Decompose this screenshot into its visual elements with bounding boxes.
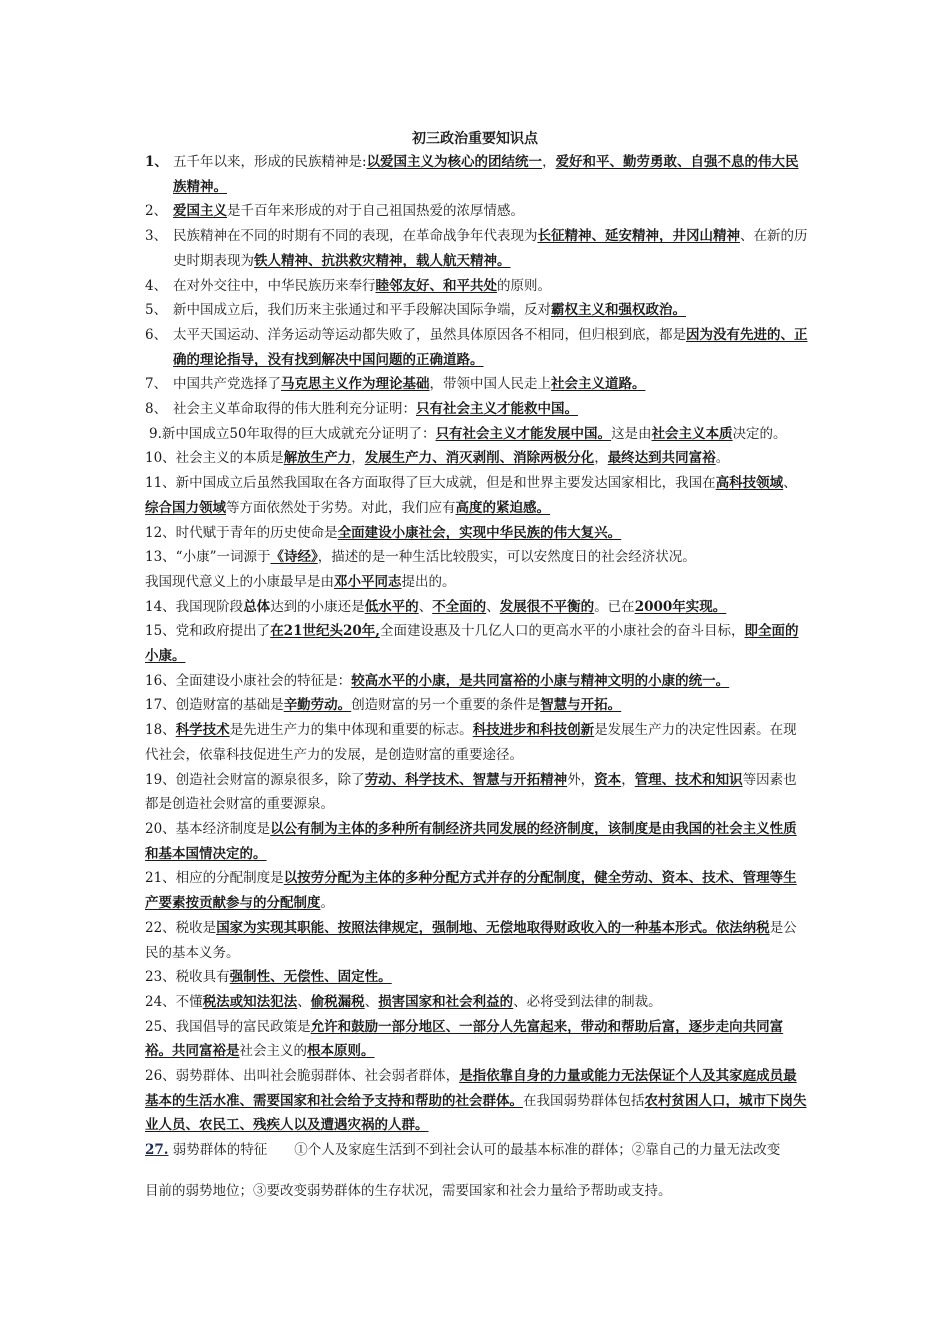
- knowledge-item: [145, 224, 810, 273]
- key-phrase: 社会主义道路。: [551, 376, 646, 393]
- key-phrase: 爱好和平、勤劳勇敢、自强不息的伟大民族精神。: [173, 154, 799, 195]
- key-phrase: 《诗经》: [270, 549, 318, 566]
- body-text: ，: [351, 450, 365, 467]
- key-phrase: 因为没有先进的、正确的理论指导，没有找到解决中国问题的正确道路。: [173, 326, 808, 368]
- key-phrase: 霸权主义和强权政治。: [551, 302, 686, 319]
- key-phrase: 以按劳分配为主体的多种分配方式并存的分配制度，健全劳动、资本、技术、管理等生产要素按贡献参与的分配制度: [145, 870, 797, 912]
- key-phrase: 较高水平的小康，是共同富裕的小康与精神文明的小康的统一。: [351, 672, 730, 689]
- key-phrase: 以公有制为主体的多种所有制经济共同发展的经济制度，该制度是由我国的社会主义性质和基本国情决定的。: [145, 820, 797, 862]
- item-number: 1、: [145, 154, 168, 170]
- item-number: 27.: [145, 1142, 169, 1159]
- body-text: ，: [542, 154, 556, 170]
- body-text: 等方面依然处于劣势。对此，我们应有: [226, 499, 456, 516]
- item-number: 7、: [145, 376, 168, 393]
- key-phrase: 发展生产力、消灭剥削、消除两极分化: [364, 450, 595, 467]
- key-phrase: 在21世纪头20年,: [270, 623, 380, 640]
- key-phrase: 劳动、科学技术、智慧与开拓精神: [364, 771, 568, 788]
- knowledge-item: [145, 323, 810, 372]
- body-text: 17、创造财富的基础是: [145, 697, 284, 714]
- key-phrase: 社会主义本质: [651, 425, 733, 442]
- key-phrase: 依法纳税: [715, 919, 770, 936]
- key-phrase: 科学技术: [175, 722, 230, 739]
- body-text: 我国现代意义上的小康最早是由: [145, 573, 334, 590]
- knowledge-item: [145, 768, 810, 817]
- knowledge-item: [145, 199, 810, 224]
- key-phrase: 农村贫困人口，城市下岗失业人员、农民工、残疾人以及遭遇灾祸的人群。: [145, 1092, 807, 1134]
- body-text: 全面建设惠及十几亿人口的更高水平的小康社会的奋斗目标，: [379, 623, 745, 640]
- body-text: 25、我国倡导的富民政策是: [145, 1018, 311, 1035]
- key-phrase: 管理、技术和知识: [634, 771, 743, 788]
- key-phrase: 长征精神、延安精神，井冈山精神: [537, 228, 740, 245]
- body-text: 、在新的历史时期表现为: [173, 228, 808, 269]
- body-text: 、: [364, 993, 379, 1010]
- body-text: 在我国弱势群体包括: [523, 1092, 645, 1109]
- key-phrase: 解放生产力: [283, 450, 352, 467]
- knowledge-item: [145, 669, 810, 694]
- body-text: 18、: [145, 722, 176, 739]
- body-text: 五千年以来，形成的民族精神是:: [173, 154, 367, 170]
- body-text: 民族精神在不同的时期有不同的表现，在革命战争年代表现为: [173, 228, 538, 245]
- body-text: ，描述的是一种生活比较殷实，可以安然度日的社会经济状况。: [317, 549, 696, 566]
- knowledge-item: [145, 916, 810, 965]
- key-phrase: 即全面的小康。: [145, 623, 799, 665]
- body-text: 9.新中国成立50年取得的巨大成就充分证明了：: [149, 425, 436, 442]
- knowledge-item: [145, 397, 810, 422]
- item-number: 5、: [145, 302, 168, 319]
- key-phrase: 智慧与开拓。: [540, 697, 622, 714]
- body-text: 太平天国运动、洋务运动等运动都失败了，虽然具体原因各不相同，但归根到底，都是: [173, 326, 686, 343]
- body-text: 新中国成立后，我们历来主张通过和平手段解决国际争端，反对: [173, 302, 551, 319]
- knowledge-item: [145, 150, 810, 199]
- item-text: [173, 372, 810, 397]
- knowledge-item: [145, 619, 810, 668]
- knowledge-item: [145, 471, 810, 520]
- key-phrase: 是指依靠自身的力量或能力无法保证个人及其家庭成员最基本的生活水准、需要国家和社会给予支持和帮助的社会群体。: [145, 1068, 797, 1109]
- body-text: 创造财富的另一个重要的条件是: [351, 697, 541, 714]
- item-text: [173, 397, 810, 422]
- key-phrase: 国家为实现其职能、按照法律规定，强制地、无偿地取得财政收入的一种基本形式。: [216, 919, 716, 936]
- key-phrase: 根本原则。: [307, 1043, 375, 1060]
- body-text: 、: [783, 475, 797, 492]
- knowledge-item: [145, 693, 810, 718]
- body-text: 达到的小康还是: [270, 598, 365, 615]
- body-text: ，带领中国人民走上: [429, 376, 551, 393]
- bold-text: 总体: [243, 598, 271, 615]
- body-text: 中国共产党选择了: [173, 376, 281, 393]
- page-title: 初三政治重要知识点: [412, 131, 538, 147]
- key-phrase: 铁人精神、抗洪救灾精神，载人航天精神。: [254, 252, 511, 269]
- body-text: 14、我国现阶段: [145, 598, 244, 615]
- body-text: 23、税收具有: [145, 969, 230, 986]
- key-phrase: 高科技领域: [715, 475, 784, 492]
- knowledge-item: [145, 718, 810, 767]
- body-text: ，: [621, 771, 635, 788]
- key-phrase: 邓小平同志: [334, 573, 402, 590]
- body-text: 社会主义的: [239, 1043, 307, 1060]
- body-text: 、必将受到法律的制裁。: [513, 993, 662, 1010]
- body-text: 11、新中国成立后虽然我国取在各方面取得了巨大成就，但是和世界主要发达国家相比，我国在: [145, 475, 716, 492]
- knowledge-item-27: [145, 1138, 810, 1163]
- item-number: 3、: [145, 228, 168, 245]
- body-text: 。已在: [594, 598, 635, 615]
- body-text: 是千百年来形成的对于自己祖国热爱的浓厚情感。: [227, 203, 524, 220]
- item-number: 2、: [145, 203, 168, 220]
- body-text: 决定的。: [732, 425, 787, 442]
- body-text: 19、创造社会财富的源泉很多，除了: [145, 771, 365, 788]
- body-text: 13、“小康”一词源于: [145, 549, 271, 566]
- key-phrase: 马克思主义作为理论基础: [281, 376, 430, 393]
- body-text: 社会主义革命取得的伟大胜利充分证明：: [173, 401, 416, 418]
- key-phrase: 辛勤劳动。: [283, 697, 352, 714]
- key-phrase: 偷税漏税: [310, 993, 365, 1010]
- knowledge-item: [145, 595, 810, 620]
- item-text: [173, 323, 810, 372]
- key-phrase: 2000年实现。: [634, 598, 727, 615]
- key-phrase: 资本: [594, 771, 622, 788]
- body-text: ，: [594, 450, 608, 467]
- body-text: 是先进生产力的集中体现和重要的标志。: [229, 722, 473, 739]
- key-phrase: 全面建设小康社会，实现中华民族的伟大复兴。: [337, 524, 622, 541]
- item-text: [173, 274, 810, 299]
- key-phrase: 最终达到共同富裕: [607, 450, 716, 467]
- key-phrase: 强制性、无偿性、固定性。: [229, 969, 392, 986]
- body-text: 。: [715, 450, 730, 467]
- body-text: 、: [297, 993, 311, 1010]
- key-phrase: 高度的紧迫感。: [455, 499, 550, 516]
- body-text: 是公民的基本义务。: [145, 919, 797, 961]
- knowledge-item: [145, 298, 810, 323]
- knowledge-item: [145, 817, 810, 866]
- key-phrase: 允许和鼓励一部分地区、一部分人先富起来，带动和帮助后富，逐步走向共同富裕。共同富裕是: [145, 1018, 784, 1060]
- knowledge-item: [145, 866, 810, 915]
- knowledge-item: [145, 545, 810, 570]
- body-text: 这是由: [611, 425, 652, 442]
- item-text: 弱势群体的特征 ①个人及家庭生活到不到社会认可的最基本标准的群体；②靠自己的力量无法改变: [168, 1142, 781, 1159]
- body-text: 。: [320, 895, 334, 912]
- knowledge-item: [145, 990, 810, 1015]
- item-text: [173, 199, 810, 224]
- key-phrase: 科技进步和科技创新: [472, 722, 595, 739]
- body-text: 10、社会主义的本质是: [145, 450, 284, 467]
- body-text: 外，: [567, 771, 595, 788]
- body-text: 的原则。: [497, 277, 551, 294]
- body-text: 提出的。: [401, 573, 456, 590]
- body-text: 24、不懂: [145, 993, 203, 1010]
- key-phrase: 损害国家和社会利益的: [378, 993, 514, 1010]
- knowledge-item: [145, 372, 810, 397]
- body-text: 、: [486, 598, 500, 615]
- item-text-continued: 目前的弱势地位；③要改变弱势群体的生存状况，需要国家和社会力量给予帮助或支持。: [145, 1182, 672, 1199]
- body-text: 21、相应的分配制度是: [145, 870, 284, 887]
- key-phrase: 只有社会主义才能救中国。: [416, 401, 578, 418]
- knowledge-item: [145, 965, 810, 990]
- knowledge-item: [145, 422, 810, 447]
- item-text: [173, 298, 810, 323]
- knowledge-item: [145, 1015, 810, 1064]
- item-text: [173, 224, 810, 273]
- key-phrase: 以爱国主义为核心的团结统一: [366, 154, 543, 170]
- body-text: 是发展生产力的决定性因素。在现代社会，依靠科技促进生产力的发展，是创造财富的重要途径。: [145, 722, 797, 763]
- item-number: 8、: [145, 401, 168, 418]
- knowledge-item: [145, 1064, 810, 1138]
- body-text: 20、基本经济制度是: [145, 820, 271, 837]
- knowledge-item: [145, 446, 810, 471]
- key-phrase: 低水平的: [364, 598, 419, 615]
- body-text: 、: [418, 598, 433, 615]
- key-phrase: 睦邻友好、和平共处: [375, 277, 497, 294]
- body-text: 22、税收是: [145, 919, 217, 936]
- body-text: 在对外交往中，中华民族历来奉行: [173, 277, 376, 294]
- knowledge-item: [145, 521, 810, 546]
- key-phrase: 税法或知法犯法: [202, 993, 298, 1010]
- item-text: [173, 150, 810, 199]
- key-phrase: 发展很不平衡的: [499, 598, 595, 615]
- knowledge-list: [145, 150, 810, 1204]
- key-phrase: 综合国力领域: [145, 499, 226, 516]
- key-phrase: 爱国主义: [173, 203, 227, 220]
- item-number: 6、: [145, 326, 168, 343]
- key-phrase: 只有社会主义才能发展中国。: [435, 425, 612, 442]
- body-text: 26、弱势群体、出叫社会脆弱群体、社会弱者群体，: [145, 1068, 460, 1085]
- knowledge-item: [145, 570, 810, 595]
- body-text: 12、时代赋于青年的历史使命是: [145, 524, 338, 541]
- body-text: 16、全面建设小康社会的特征是：: [145, 672, 352, 689]
- body-text: 15、党和政府提出了: [145, 623, 271, 640]
- key-phrase: 不全面的: [432, 598, 487, 615]
- knowledge-item: [145, 274, 810, 299]
- item-number: 4、: [145, 277, 168, 294]
- body-text: 等因素也都是创造社会财富的重要源泉。: [145, 771, 797, 813]
